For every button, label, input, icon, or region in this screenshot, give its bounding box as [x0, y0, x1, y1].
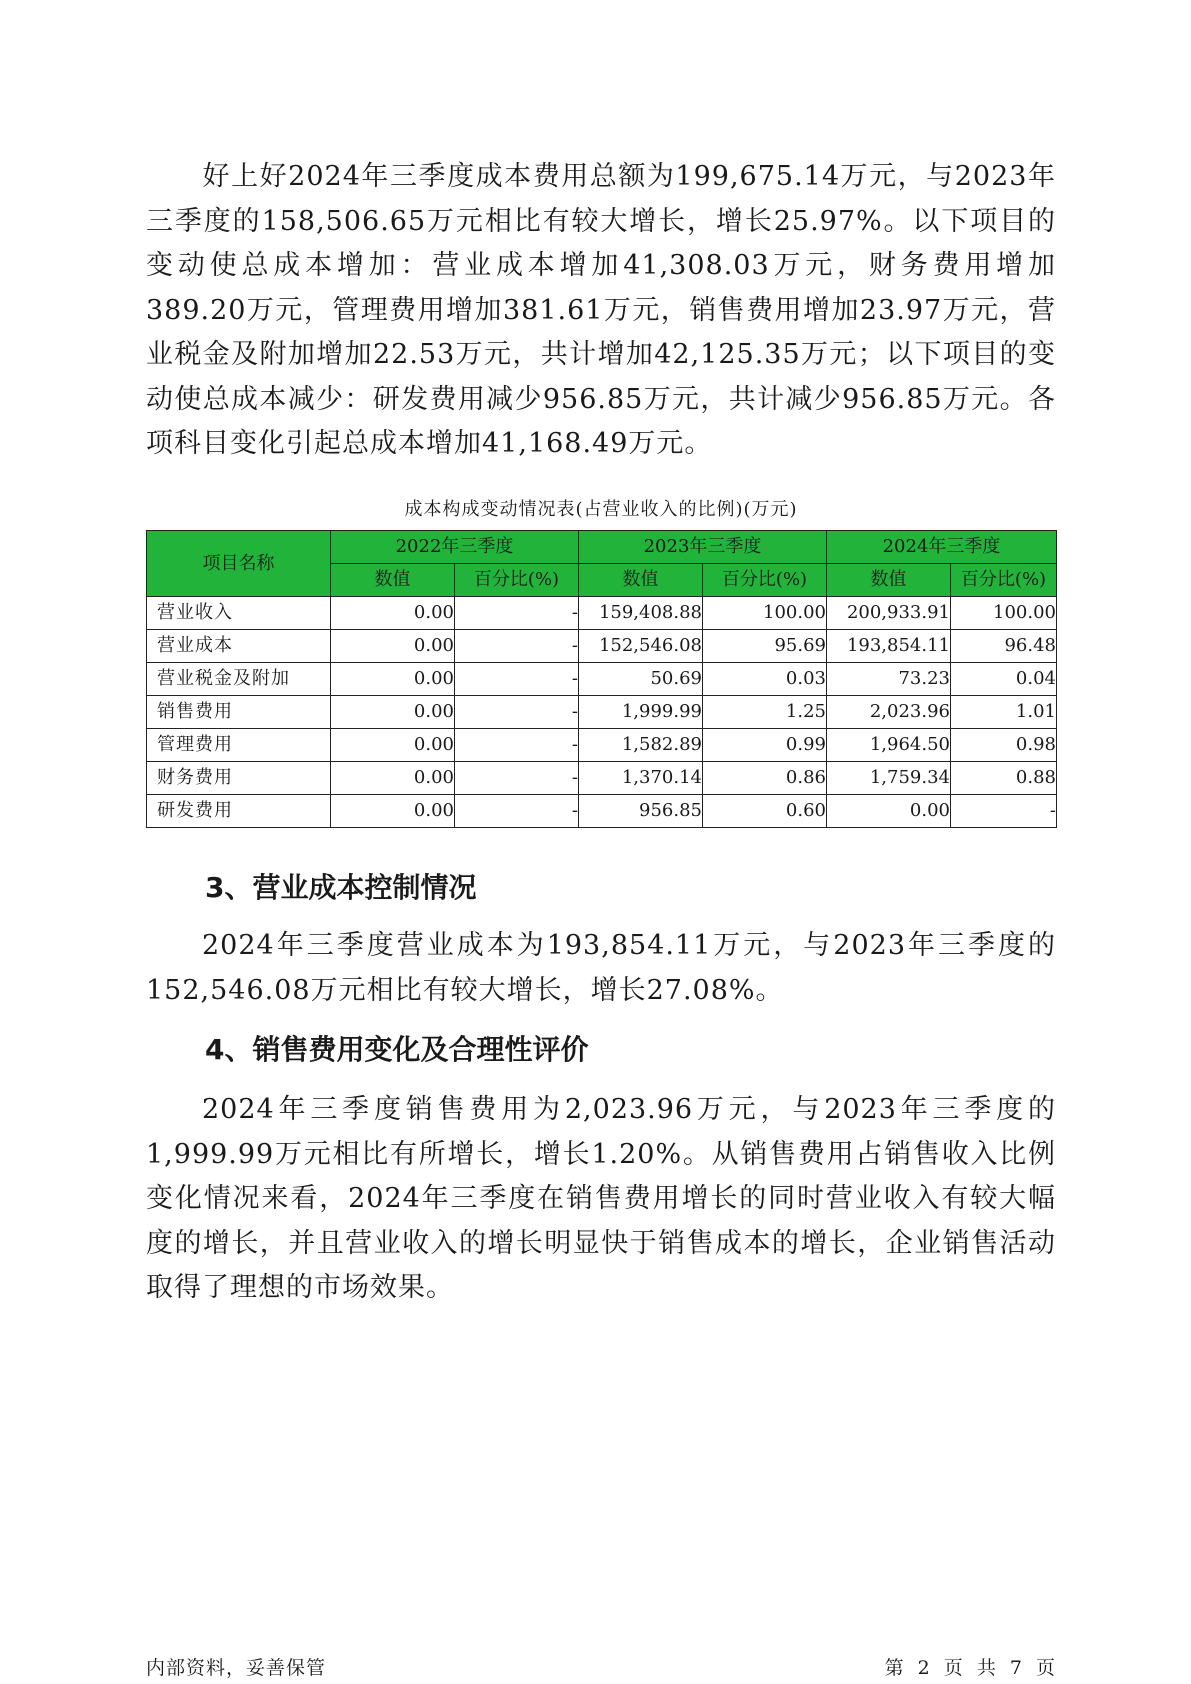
- cell-percent: -: [455, 729, 579, 762]
- cell-value: 0.00: [331, 663, 455, 696]
- cell-value: 193,854.11: [827, 630, 951, 663]
- cell-value: 956.85: [579, 795, 703, 828]
- subheader-percent: 百分比(%): [951, 564, 1057, 597]
- cell-percent: 0.86: [703, 762, 827, 795]
- cell-percent: 0.03: [703, 663, 827, 696]
- footer-confidential-note: 内部资料，妥善保管: [146, 1657, 327, 1679]
- cell-percent: 95.69: [703, 630, 827, 663]
- row-item-name: 管理费用: [147, 729, 331, 762]
- cell-percent: -: [455, 795, 579, 828]
- intro-text: 好上好2024年三季度成本费用总额为199,675.14万元，与2023年三季度的158,506.65万元相比有较大增长，增长25.97%。以下项目的变动使总成本增加：营业成本增加41,308.03万元，财务费用增加389.20万元，管理费用增加381.61万元，销售费用增加23.97万元，营业税金及附加增加22.53万元，共计增加42,125.35万元；以下项目的变动使总成本减少：研发费用减少956.85万元，共计减少956.85万元。各项科目变化引起总成本增加41,168.49万元。: [146, 161, 1056, 459]
- section-3-paragraph: [146, 924, 1056, 1013]
- cell-percent: 1.25: [703, 696, 827, 729]
- cell-value: 0.00: [331, 696, 455, 729]
- cell-percent: -: [455, 696, 579, 729]
- subheader-value: 数值: [827, 564, 951, 597]
- section-3-text: 2024年三季度营业成本为193,854.11万元，与2023年三季度的152,546.08万元相比有较大增长，增长27.08%。: [146, 930, 1056, 1006]
- table-row: [147, 663, 1057, 696]
- cell-value: 152,546.08: [579, 630, 703, 663]
- cell-value: 0.00: [331, 795, 455, 828]
- table-caption: 成本构成变动情况表(占营业收入的比例)(万元): [404, 499, 798, 520]
- cell-percent: 96.48: [951, 630, 1057, 663]
- subheader-value: 数值: [579, 564, 703, 597]
- subheader-percent: 百分比(%): [455, 564, 579, 597]
- cell-value: 1,582.89: [579, 729, 703, 762]
- cell-value: 0.00: [331, 729, 455, 762]
- cell-value: 2,023.96: [827, 696, 951, 729]
- cell-percent: -: [455, 663, 579, 696]
- cell-value: 73.23: [827, 663, 951, 696]
- cell-percent: -: [455, 630, 579, 663]
- cell-percent: 100.00: [951, 597, 1057, 630]
- cost-structure-table: [146, 530, 1057, 828]
- cell-value: 50.69: [579, 663, 703, 696]
- cell-percent: 0.98: [951, 729, 1057, 762]
- subheader-value: 数值: [331, 564, 455, 597]
- header-period-2024: 2024年三季度: [827, 531, 1057, 564]
- cell-percent: -: [455, 762, 579, 795]
- cell-value: 1,370.14: [579, 762, 703, 795]
- cell-percent: 0.88: [951, 762, 1057, 795]
- table-row: [147, 597, 1057, 630]
- table-row: [147, 630, 1057, 663]
- row-item-name: 销售费用: [147, 696, 331, 729]
- cell-value: 0.00: [827, 795, 951, 828]
- cell-value: 200,933.91: [827, 597, 951, 630]
- table-row: [147, 762, 1057, 795]
- cell-percent: 0.60: [703, 795, 827, 828]
- cell-value: 159,408.88: [579, 597, 703, 630]
- table-row: [147, 696, 1057, 729]
- table-row: [147, 795, 1057, 828]
- cell-value: 1,999.99: [579, 696, 703, 729]
- cell-percent: 1.01: [951, 696, 1057, 729]
- section-3-heading: 3、营业成本控制情况: [205, 871, 477, 904]
- cell-value: 0.00: [331, 762, 455, 795]
- footer-page-number: 第 2 页 共 7 页: [884, 1657, 1056, 1679]
- cell-percent: -: [951, 795, 1057, 828]
- section-4-heading: 4、销售费用变化及合理性评价: [205, 1033, 589, 1066]
- row-item-name: 研发费用: [147, 795, 331, 828]
- cell-percent: 0.99: [703, 729, 827, 762]
- cell-percent: -: [455, 597, 579, 630]
- cell-value: 0.00: [331, 630, 455, 663]
- header-period-2022: 2022年三季度: [331, 531, 579, 564]
- cell-percent: 0.04: [951, 663, 1057, 696]
- section-4-paragraph: [146, 1088, 1056, 1311]
- cell-value: 0.00: [331, 597, 455, 630]
- cell-value: 1,759.34: [827, 762, 951, 795]
- row-item-name: 营业成本: [147, 630, 331, 663]
- row-item-name: 营业收入: [147, 597, 331, 630]
- row-item-name: 财务费用: [147, 762, 331, 795]
- table-row: [147, 729, 1057, 762]
- row-item-name: 营业税金及附加: [147, 663, 331, 696]
- intro-paragraph: [146, 155, 1056, 467]
- cell-percent: 100.00: [703, 597, 827, 630]
- subheader-percent: 百分比(%): [703, 564, 827, 597]
- header-period-2023: 2023年三季度: [579, 531, 827, 564]
- header-item-name: 项目名称: [147, 531, 331, 597]
- section-4-text: 2024年三季度销售费用为2,023.96万元，与2023年三季度的1,999.99万元相比有所增长，增长1.20%。从销售费用占销售收入比例变化情况来看，2024年三季度在销售费用增长的同时营业收入有较大幅度的增长，并且营业收入的增长明显快于销售成本的增长，企业销售活动取得了理想的市场效果。: [146, 1094, 1056, 1303]
- cell-value: 1,964.50: [827, 729, 951, 762]
